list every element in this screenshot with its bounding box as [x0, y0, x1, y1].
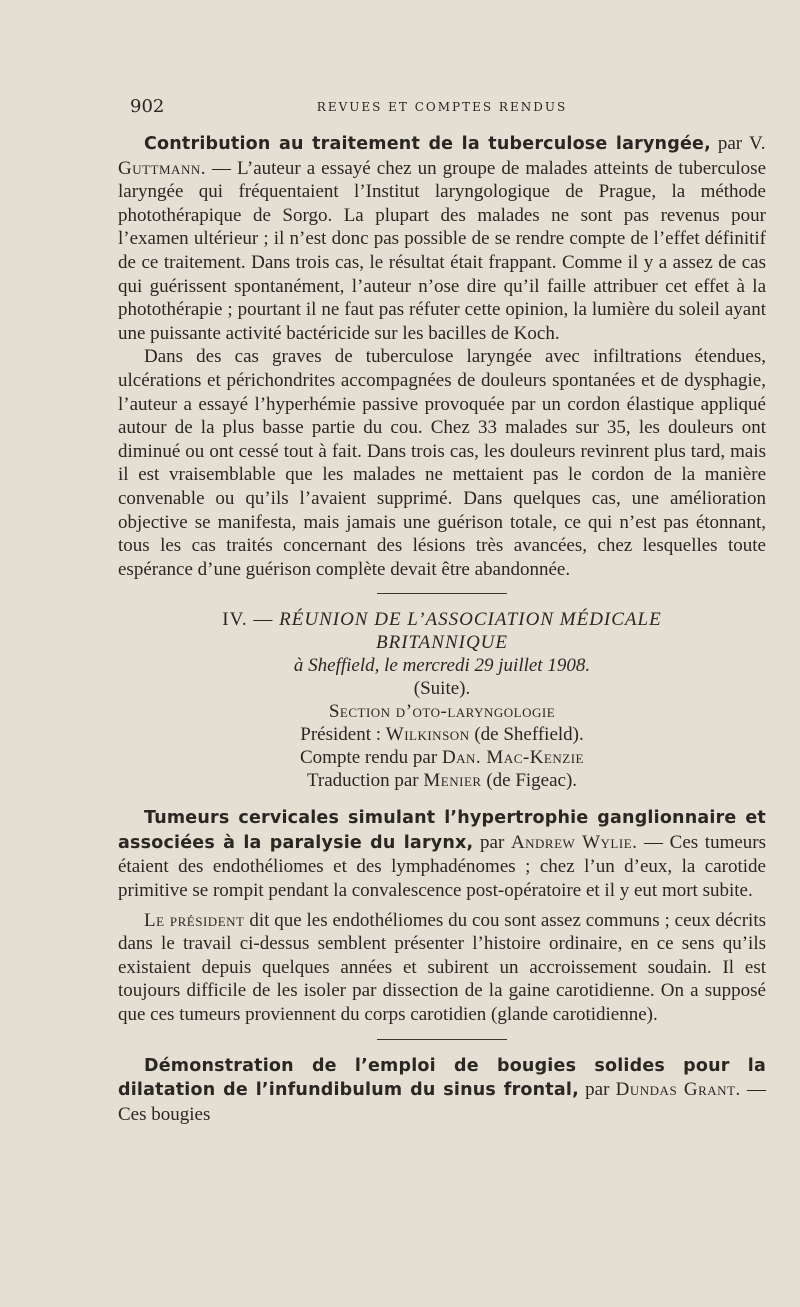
section-translation: Traduction par Menier (de Figeac).	[306, 770, 578, 792]
section-place-date: à Sheffield, le mercredi 29 juillet 1908.	[293, 655, 591, 677]
article-by: par	[480, 831, 505, 853]
section-heading	[118, 608, 766, 792]
speaker-label: Le président	[144, 909, 245, 931]
section-title	[118, 608, 766, 631]
section-report: Compte rendu par Dan. Mac-Kenzie	[300, 747, 584, 769]
article-by: par	[585, 1079, 610, 1101]
article-paragraph	[118, 806, 766, 902]
article-author: Dundas Grant.	[615, 1079, 741, 1101]
article-title: Tumeurs cervicales simulant l’hypertrophie ganglionnaire et associées à la paralysie du larynx,	[118, 808, 766, 853]
article-text: — Ces tumeurs étaient des endothéliomes et des lymphadénomes ; chez l’un d’eux, la carotide primitive se rompit pendant la convalescence post-opératoire et il y eut mort subite.	[118, 831, 767, 902]
page-number: 902	[130, 96, 165, 117]
article-paragraph	[118, 1054, 766, 1127]
article-guttmann	[118, 132, 766, 581]
article-text: — L’auteur a essayé chez un groupe de malades atteints de tuberculose laryngée qui fréquentaient l’Institut laryngologique de Prague, la méthode photothérapique de Sorgo. La plupart des malades ne sont pas revenus pour l’examen ultérieur ; il n’est donc pas possible de se rendre compte de l’effet définitif de ce traitement. Dans trois cas, le résultat était frappant. Comme il y a assez de cas qui guérissent spontanément, l’auteur n’ose dire qu’il faille attribuer cet effet à la photothérapie ; pourtant il ne faut pas réfuter cette opinion, la lumière du soleil ayant une puissante activité bactéricide sur les bacilles de Koch.	[118, 157, 767, 344]
section-divider	[377, 593, 507, 594]
article-grant	[118, 1054, 766, 1127]
article-author: Andrew Wylie.	[510, 831, 638, 853]
article-paragraph	[118, 909, 766, 1027]
subsection-title: Section d’oto-laryngologie	[328, 701, 556, 723]
section-president: Président : Wilkinson (de Sheffield).	[300, 724, 584, 746]
article-wylie	[118, 806, 766, 1026]
article-divider	[377, 1039, 507, 1040]
article-by: par	[717, 133, 743, 154]
article-paragraph	[118, 132, 766, 345]
section-number: IV. —	[222, 609, 274, 631]
page-header	[118, 96, 766, 132]
article-text: dit que les endothéliomes du cou sont assez communs ; ceux décrits dans le travail ci-dessus semblent présenter l’histoire ordinaire, en ce sens qu’ils existaient depuis quelques années et subirent un accroissement soudain. Il est toujours difficile de les isoler par dissection de la gaine carotidienne. On a supposé que ces tumeurs proviennent du corps carotidien (glande carotidienne).	[118, 909, 767, 1026]
section-suite: (Suite).	[413, 678, 471, 700]
article-title: Démonstration de l’emploi de bougies solides pour la dilatation de l’infundibulum du sinus frontal,	[118, 1055, 766, 1101]
article-author: V. Guttmann.	[118, 133, 767, 179]
running-head: REVUES ET COMPTES RENDUS	[316, 100, 568, 114]
page	[118, 96, 766, 1126]
article-title: Contribution au traitement de la tuberculose laryngée,	[144, 134, 711, 154]
section-title-line2: BRITANNIQUE	[375, 632, 509, 654]
article-paragraph: Dans des cas graves de tuberculose laryngée avec infiltrations étendues, ulcérations et périchondrites accompagnées de douleurs spontanées et de dysphagie, l’auteur a essayé l’hyperhémie passive provoquée par un cordon élastique appliqué autour de la plus basse partie du cou. Chez 33 malades sur 35, les douleurs ont diminué ou ont cessé tout à fait. Dans trois cas, les douleurs revinrent plus tard, mais il est vraisemblable que les malades ne mettaient pas le cordon de la manière convenable ou qu’ils l’avaient supprimé. Dans quelques cas, une amélioration objective se manifesta, mais jamais une guérison totale, ce qui n’est pas étonnant, tous les cas traités concernant des lésions très avancées, chez lesquelles toute espérance d’une guérison complète devait être abandonnée.	[118, 346, 766, 580]
article-text: — Ces bougies	[118, 1079, 767, 1125]
section-title-line1: RÉUNION DE L’ASSOCIATION MÉDICALE	[279, 609, 662, 631]
